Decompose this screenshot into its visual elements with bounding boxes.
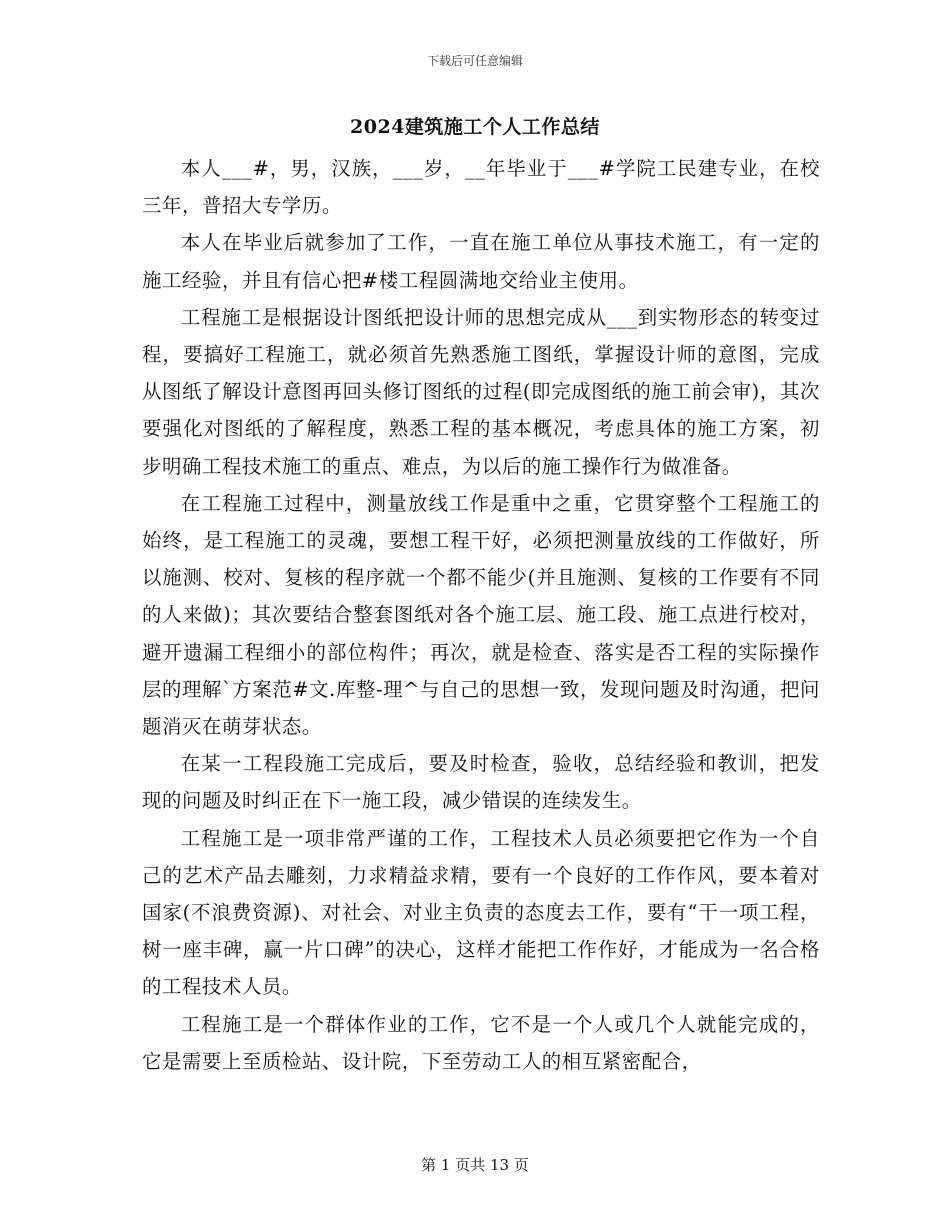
page-footer: 第 1 页共 13 页 xyxy=(421,1156,529,1174)
paragraph-3: 工程施工是根据设计图纸把设计师的思想完成从___到实物形态的转变过程，要搞好工程施工，就必须首先熟悉施工图纸，掌握设计师的意图，完成从图纸了解设计意图再回头修订图纸的过程(即完成图纸的施工前会审)，其次要强化对图纸的了解程度，熟悉工程的基本概况，考虑具体的施工方案，初步明确工程技术施工的重点、难点，为以后的施工操作行为做准备。 xyxy=(142,305,820,478)
paragraph-2: 本人在毕业后就参加了工作，一直在施工单位从事技术施工，有一定的施工经验，并且有信心把#楼工程圆满地交给业主使用。 xyxy=(142,231,820,292)
document-body xyxy=(142,150,820,1080)
paragraph-1: 本人___#，男，汉族，___岁，__年毕业于___#学院工民建专业，在校三年，普招大专学历。 xyxy=(142,157,820,218)
paragraph-4: 在工程施工过程中，测量放线工作是重中之重，它贯穿整个工程施工的始终，是工程施工的灵魂，要想工程干好，必须把测量放线的工作做好，所以施测、校对、复核的程序就一个都不能少(并且施测、复核的工作要有不同的人来做)；其次要结合整套图纸对各个施工层、施工段、施工点进行校对，避开遗漏工程细小的部位构件；再次，就是检查、落实是否工程的实际操作层的理解`方案范#文.库整-理^与自己的思想一致，发现问题及时沟通，把问题消灭在萌芽状态。 xyxy=(142,491,820,739)
page-header: 下载后可任意编辑 xyxy=(426,54,523,68)
paragraph-7: 工程施工是一个群体作业的工作，它不是一个人或几个人就能完成的，它是需要上至质检站、设计院，下至劳动工人的相互紧密配合， xyxy=(142,1012,820,1073)
document-title: 2024建筑施工个人工作总结 xyxy=(350,116,600,138)
paragraph-6: 工程施工是一项非常严谨的工作，工程技术人员必须要把它作为一个自己的艺术产品去雕刻，力求精益求精，要有一个良好的工作作风，要本着对国家(不浪费资源)、对社会、对业主负责的态度去工作，要有“干一项工程，树一座丰碑，赢一片口碑”的决心，这样才能把工作作好，才能成为一名合格的工程技术人员。 xyxy=(142,826,820,999)
paragraph-5: 在某一工程段施工完成后，要及时检查，验收，总结经验和教训，把发现的问题及时纠正在下一施工段，减少错误的连续发生。 xyxy=(142,752,820,813)
